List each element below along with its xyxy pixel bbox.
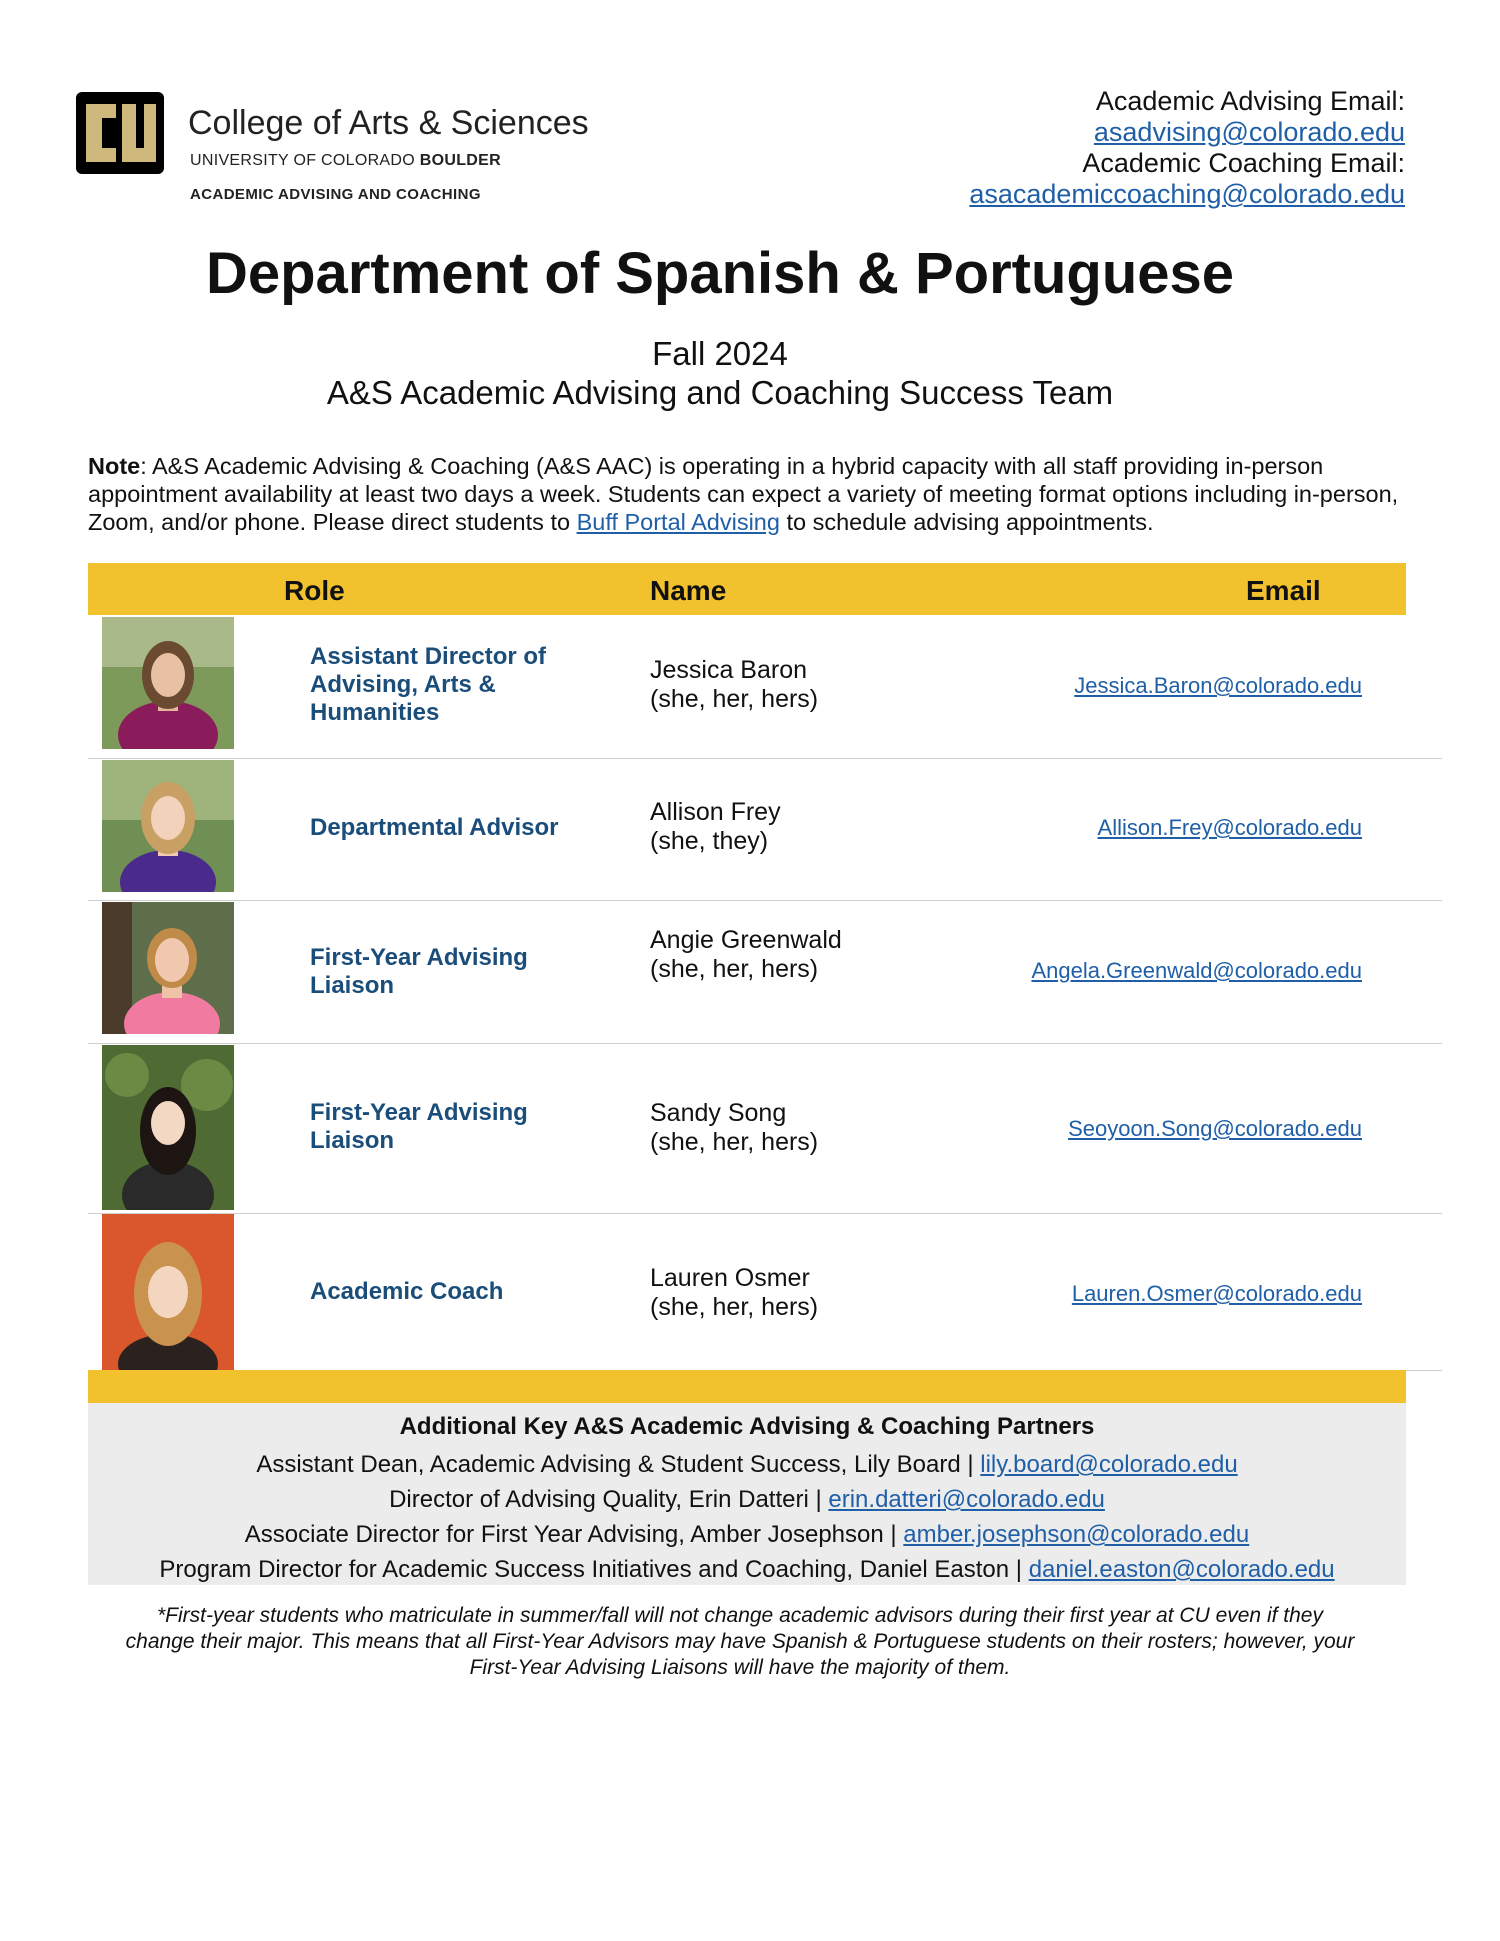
coaching-email-label: Academic Coaching Email: [1082,148,1405,178]
table-row [88,615,1442,759]
table-footer-bar [88,1370,1406,1403]
coaching-email-link[interactable]: asacademiccoaching@colorado.edu [969,179,1405,209]
footnote: *First-year students who matriculate in summer/fall will not change academic advisors during their first year at CU even if they change their major. This means that all First-Year Advisors may have Spanish & Portuguese students on their rosters; however, your First-Year Advising Liaisons will have the majority of them. [125,1604,1355,1679]
header-name: Name [650,575,727,606]
advisor-photo [102,617,234,749]
page-title: Department of Spanish & Portuguese [205,241,1235,306]
table-row [88,758,1442,901]
note-paragraph: Note: A&S Academic Advising & Coaching (A&S AAC) is operating in a hybrid capacity with all staff providing in-person appointment availability at least two days a week. Students can expect a variety of meeting format options including in-person, Zoom, and/or phone. Please direct students to Buff Portal Advising to schedule advising appointments. [88,453,1399,535]
advisor-name: Allison Frey (she, they) [650,798,781,855]
partner-email-link[interactable]: lily.board@colorado.edu [980,1451,1238,1478]
header-email: Email [1246,575,1321,606]
advisor-photo [102,760,234,892]
role-label: Assistant Director of Advising, Arts & Humanities [310,643,547,726]
partner-line: Associate Director for First Year Advising, Amber Josephson | amber.josephson@colorado.edu [244,1521,1250,1548]
advisor-email-link[interactable]: Angela.Greenwald@colorado.edu [1031,958,1362,983]
advisor-photo [102,902,234,1034]
advisor-email-link[interactable]: Lauren.Osmer@colorado.edu [1071,1281,1362,1306]
college-name: College of Arts & Sciences [188,104,589,142]
partner-email-link[interactable]: amber.josephson@colorado.edu [903,1521,1250,1548]
advisor-name: Jessica Baron (she, her, hers) [650,656,819,713]
table-row [88,900,1442,1044]
advisor-email-link[interactable]: Jessica.Baron@colorado.edu [1074,673,1362,698]
advisor-photo [102,1045,234,1210]
advising-email-link[interactable]: asadvising@colorado.edu [1093,117,1405,147]
note-label: Note [88,453,141,479]
advising-email-label: Academic Advising Email: [1095,86,1405,116]
partner-line: Director of Advising Quality, Erin Datteri | erin.datteri@colorado.edu [389,1486,1105,1513]
unit-name: ACADEMIC ADVISING AND COACHING [190,186,481,203]
role-label: Departmental Advisor [310,814,559,841]
role-label: First-Year Advising Liaison [310,944,528,999]
table-row [88,1213,1442,1371]
header-role: Role [284,575,345,606]
partner-email-link[interactable]: erin.datteri@colorado.edu [828,1486,1105,1513]
table-header [88,563,1406,615]
contact-block [969,86,1405,210]
term: Fall 2024 [652,335,788,372]
advisor-email-link[interactable]: Seoyoon.Song@colorado.edu [1068,1116,1362,1141]
role-label: First-Year Advising Liaison [310,1099,528,1154]
team-name: A&S Academic Advising and Coaching Success Team [326,374,1114,411]
advisor-email-link[interactable]: Allison.Frey@colorado.edu [1097,815,1362,840]
partner-line: Assistant Dean, Academic Advising & Student Success, Lily Board | lily.board@colorado.edu [256,1451,1238,1478]
advisor-name: Lauren Osmer (she, her, hers) [650,1264,819,1321]
partners-box [88,1403,1406,1585]
table-row [88,1043,1442,1214]
university-name: UNIVERSITY OF COLORADO BOULDER [190,152,501,169]
advisor-name: Sandy Song (she, her, hers) [650,1099,819,1156]
role-label: Academic Coach [310,1278,504,1305]
partners-title: Additional Key A&S Academic Advising & Coaching Partners [399,1413,1095,1440]
cu-logo-icon [74,90,166,176]
college-logo [74,84,594,204]
advisor-name: Angie Greenwald (she, her, hers) [650,926,842,983]
partner-email-link[interactable]: daniel.easton@colorado.edu [1028,1556,1335,1583]
partner-line: Program Director for Academic Success Initiatives and Coaching, Daniel Easton | daniel.easton@colorado.edu [159,1556,1335,1583]
buff-portal-link[interactable]: Buff Portal Advising [576,509,780,535]
advisor-photo [102,1214,234,1370]
